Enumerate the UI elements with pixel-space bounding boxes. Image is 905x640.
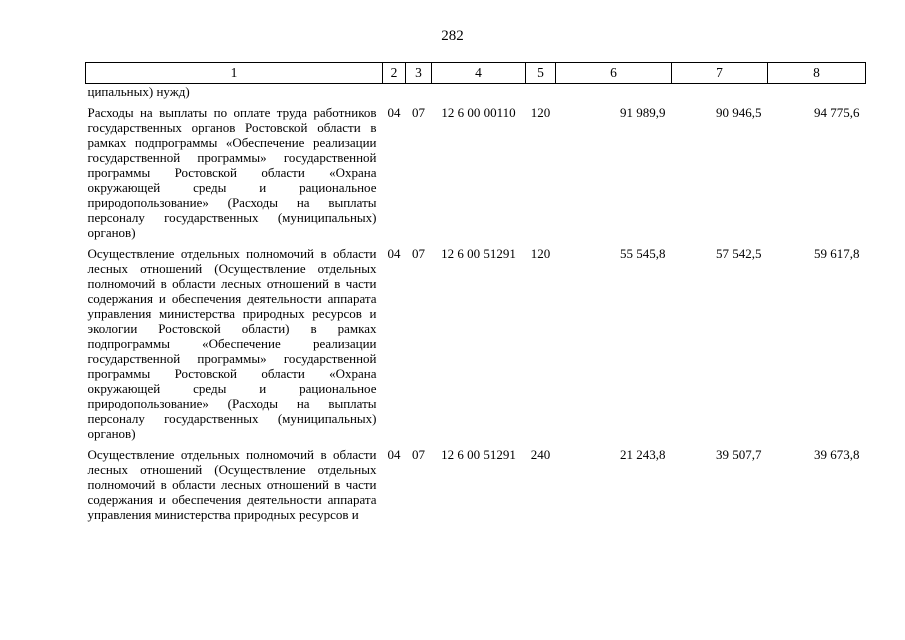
row-amount-col8: 39 673,8 — [814, 447, 860, 462]
row-amount-col6: 21 243,8 — [620, 447, 666, 462]
row-section: 04 — [387, 105, 401, 120]
row-expense-type: 240 — [530, 447, 551, 462]
row-target-item — [432, 84, 526, 100]
row-expense-type — [526, 84, 556, 100]
row-amount-col7: 39 507,7 — [716, 447, 762, 462]
row-expense-type: 120 — [530, 246, 551, 261]
row-target-item: 12 6 00 51291 — [441, 447, 516, 462]
row-subsection — [406, 84, 432, 100]
row-subsection: 07 — [412, 105, 425, 120]
table-body — [86, 84, 866, 523]
row-description: ципальных) нужд) — [87, 84, 190, 99]
row-subsection: 07 — [412, 246, 425, 261]
row-section: 04 — [387, 447, 401, 462]
row-target-item: 12 6 00 00110 — [441, 105, 516, 120]
row-section: 04 — [387, 246, 401, 261]
column-header-5: 5 — [526, 63, 556, 84]
page-number: 282 — [441, 28, 464, 44]
budget-table — [85, 62, 866, 522]
column-header-8: 8 — [768, 63, 866, 84]
row-amount-col7: 90 946,5 — [716, 105, 762, 120]
row-target-item: 12 6 00 51291 — [441, 246, 516, 261]
row-amount-col6: 91 989,9 — [620, 105, 666, 120]
row-description: Осуществление отдельных полномочий в области лесных отношений (Осуществление отдельных полномочий в области лесных отношений в части содержания и обеспечения деятельности аппарата управления министерства природных ресурсов и экологии Ростовской области) в рамках подпрограммы «Обеспечение реализации государственной программы» государственной программы Ростовской области «Охрана окружающей среды и рациональное природопользование» (Расходы на выплаты персоналу государственных (муниципальных) органов) — [87, 246, 377, 441]
column-header-4: 4 — [432, 63, 526, 84]
row-description: Осуществление отдельных полномочий в области лесных отношений (Осуществление отдельных полномочий в области лесных отношений в части содержания и обеспечения деятельности аппарата управления министерства природных ресурсов и — [87, 447, 377, 522]
row-amount-col8 — [768, 84, 866, 100]
row-subsection: 07 — [412, 447, 425, 462]
row-description: Расходы на выплаты по оплате труда работников государственных органов Ростовской области в рамках подпрограммы «Обеспечение реализации государственной программы» государственной программы Ростовской области «Охрана окружающей среды и рациональное природопользование» (Расходы на выплаты персоналу государственных (муниципальных) органов) — [87, 105, 377, 240]
row-amount-col7: 57 542,5 — [716, 246, 762, 261]
column-header-1: 1 — [86, 63, 383, 84]
row-amount-col6 — [556, 84, 672, 100]
column-header-3: 3 — [406, 63, 432, 84]
table-header — [86, 63, 866, 84]
column-header-6: 6 — [556, 63, 672, 84]
row-amount-col8: 94 775,6 — [814, 105, 860, 120]
row-expense-type: 120 — [530, 105, 551, 120]
table-row — [86, 246, 866, 441]
row-amount-col6: 55 545,8 — [620, 246, 666, 261]
row-amount-col8: 59 617,8 — [814, 246, 860, 261]
table-row — [86, 447, 866, 522]
column-header-2: 2 — [383, 63, 406, 84]
row-amount-col7 — [672, 84, 768, 100]
row-section — [383, 84, 406, 100]
table-row — [86, 105, 866, 240]
column-header-7: 7 — [672, 63, 768, 84]
table-row — [86, 84, 866, 100]
